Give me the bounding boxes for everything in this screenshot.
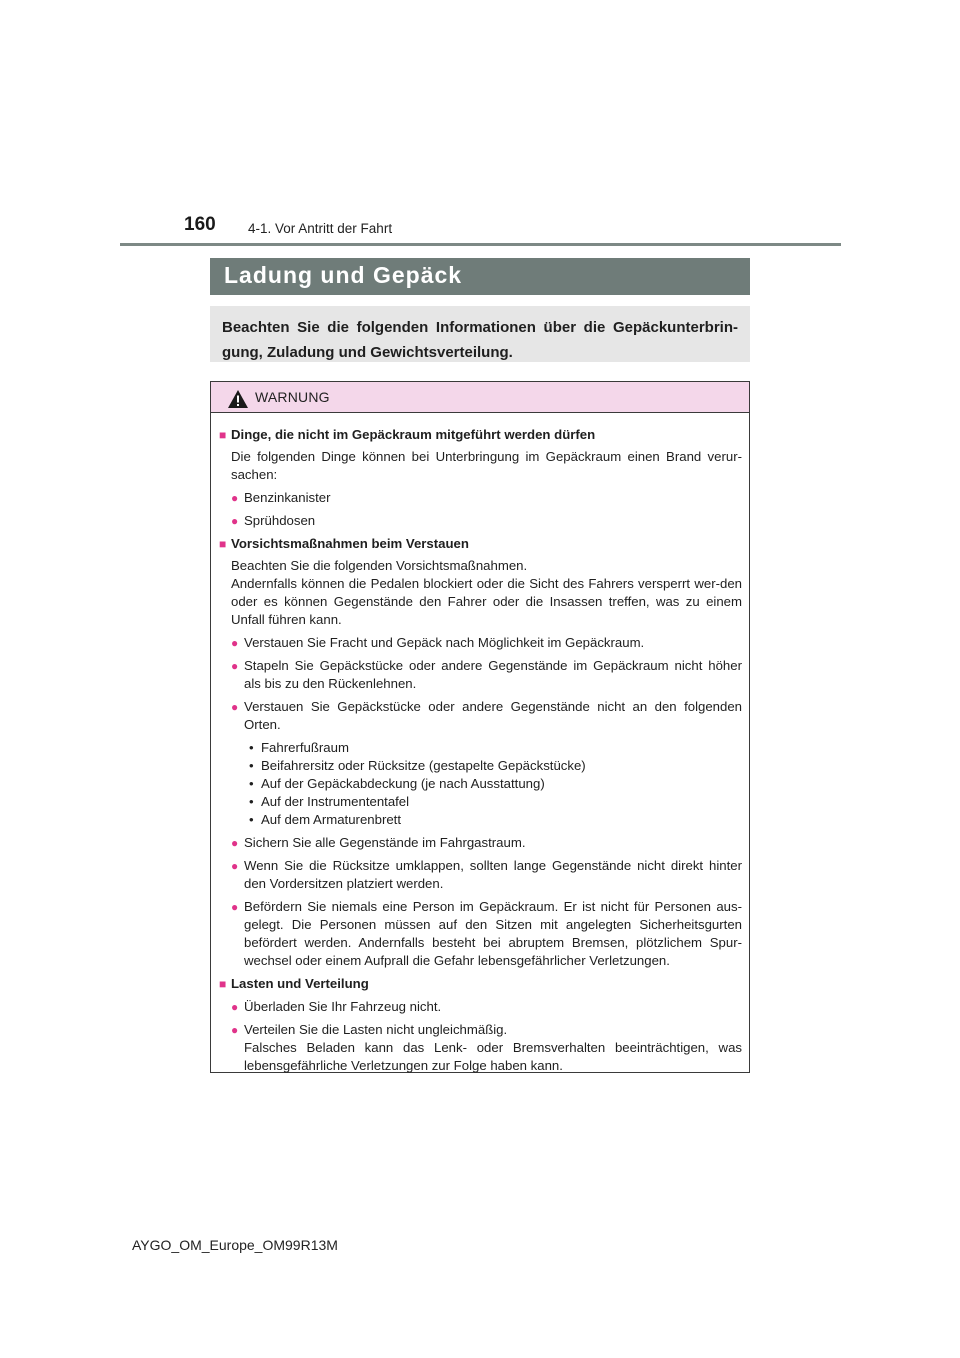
square-marker-icon: ■ xyxy=(219,428,227,442)
sub-list-item-text: Auf dem Armaturenbrett xyxy=(261,812,402,827)
sub-list-item-text: Auf der Instrumententafel xyxy=(261,794,410,809)
circle-bullet-icon: ● xyxy=(231,836,239,850)
warning-title: WARNUNG xyxy=(255,389,330,405)
list-item-text: Sprühdosen xyxy=(244,513,316,528)
warning-heading xyxy=(219,535,742,553)
sub-list xyxy=(249,739,742,829)
list-item xyxy=(231,1021,742,1075)
list-item xyxy=(231,698,742,734)
list-item-text: Befördern Sie niemals eine Person im Gepäckraum. Er ist nicht für Personen aus-gelegt. Die Personen müssen auf den Sitzen mit angelegten Sicherheitsgurten befördert werden. Andernfalls besteht bei abruptem Bremsen, plötzlichem Spur-wechsel oder einem Aufprall die Gefahr lebensgefährlicher Verletzungen. xyxy=(244,899,742,968)
list-item xyxy=(231,857,742,893)
page-title: Ladung und Gepäck xyxy=(224,262,463,288)
circle-bullet-icon: ● xyxy=(231,700,239,714)
paragraph: Die folgenden Dinge können bei Unterbringung im Gepäckraum einen Brand verur-sachen: xyxy=(231,449,742,482)
list-item-text: Verstauen Sie Gepäckstücke oder andere Gegenstände nicht an den folgenden Orten. xyxy=(244,699,742,732)
list-item-lead: Verteilen Sie die Lasten nicht ungleichmäßig. xyxy=(244,1022,508,1037)
list-item-text: Wenn Sie die Rücksitze umklappen, sollten lange Gegenstände nicht direkt hinter den Vordersitzen platziert werden. xyxy=(244,858,742,891)
circle-bullet-icon: ● xyxy=(231,491,239,505)
circle-bullet-icon: ● xyxy=(231,859,239,873)
warning-heading xyxy=(219,975,742,993)
square-marker-icon: ■ xyxy=(219,977,227,991)
sub-list-item-text: Beifahrersitz oder Rücksitze (gestapelte Gepäckstücke) xyxy=(261,758,586,773)
list-item-note: Falsches Beladen kann das Lenk- oder Bremsverhalten beeinträchtigen, was lebensgefährliche Verletzungen zur Folge haben kann. xyxy=(244,1040,742,1073)
list-item xyxy=(231,512,742,530)
warning-heading xyxy=(219,426,742,444)
warning-box xyxy=(210,381,750,1073)
intro-text: Beachten Sie die folgenden Informationen über die Gepäckunterbrin-gung, Zuladung und Gewichtsverteilung. xyxy=(222,319,738,361)
list-item xyxy=(231,634,742,652)
list-item-text: Überladen Sie Ihr Fahrzeug nicht. xyxy=(244,999,442,1014)
page-number: 160 xyxy=(184,214,216,235)
warning-body xyxy=(211,413,749,1075)
list-item-text: Benzinkanister xyxy=(244,490,331,505)
warning-triangle-icon xyxy=(227,389,249,409)
list-item-text xyxy=(244,1021,742,1075)
heading-text: Vorsichtsmaßnahmen beim Verstauen xyxy=(231,536,469,551)
circle-bullet-icon: ● xyxy=(231,1023,239,1037)
sub-list-item: • Fahrerfußraum xyxy=(249,740,349,755)
section-label: 4-1. Vor Antritt der Fahrt xyxy=(248,221,393,236)
footer-code: AYGO_OM_Europe_OM99R13M xyxy=(132,1237,338,1253)
list-item-text: Verstauen Sie Fracht und Gepäck nach Möglichkeit im Gepäckraum. xyxy=(244,635,645,650)
sub-list-item: • Auf der Gepäckabdeckung (je nach Ausstattung) xyxy=(249,776,545,791)
heading-text: Lasten und Verteilung xyxy=(231,976,369,991)
list-item-text: Stapeln Sie Gepäckstücke oder andere Gegenstände im Gepäckraum nicht höher als bis zu den Rückenlehnen. xyxy=(244,658,742,691)
list-item xyxy=(231,489,742,507)
sub-list-item: • Beifahrersitz oder Rücksitze (gestapelte Gepäckstücke) xyxy=(249,758,586,773)
warning-header xyxy=(211,382,749,413)
paragraph: Andernfalls können die Pedalen blockiert oder die Sicht des Fahrers versperrt wer-den oder es können Gegenstände den Fahrer oder die Insassen treffen, was zu einem Unfall führen kann. xyxy=(231,576,742,627)
sub-list-item: • Auf der Instrumententafel xyxy=(249,794,410,809)
list-item xyxy=(231,898,742,970)
title-bar xyxy=(210,258,750,295)
list-item xyxy=(231,998,742,1016)
heading-text: Dinge, die nicht im Gepäckraum mitgeführt werden dürfen xyxy=(231,427,596,442)
header-divider xyxy=(120,243,841,246)
circle-bullet-icon: ● xyxy=(231,900,239,914)
square-marker-icon: ■ xyxy=(219,537,227,551)
sub-list-item-text: Auf der Gepäckabdeckung (je nach Ausstattung) xyxy=(261,776,545,791)
intro-box xyxy=(210,306,750,362)
circle-bullet-icon: ● xyxy=(231,636,239,650)
list-item xyxy=(231,834,742,852)
circle-bullet-icon: ● xyxy=(231,1000,239,1014)
paragraph: Beachten Sie die folgenden Vorsichtsmaßnahmen. xyxy=(231,558,528,573)
list-item-text: Sichern Sie alle Gegenstände im Fahrgastraum. xyxy=(244,835,526,850)
circle-bullet-icon: ● xyxy=(231,659,239,673)
list-item xyxy=(231,657,742,693)
sub-list-item-text: Fahrerfußraum xyxy=(261,740,349,755)
sub-list-item: • Auf dem Armaturenbrett xyxy=(249,812,402,827)
circle-bullet-icon: ● xyxy=(231,514,239,528)
